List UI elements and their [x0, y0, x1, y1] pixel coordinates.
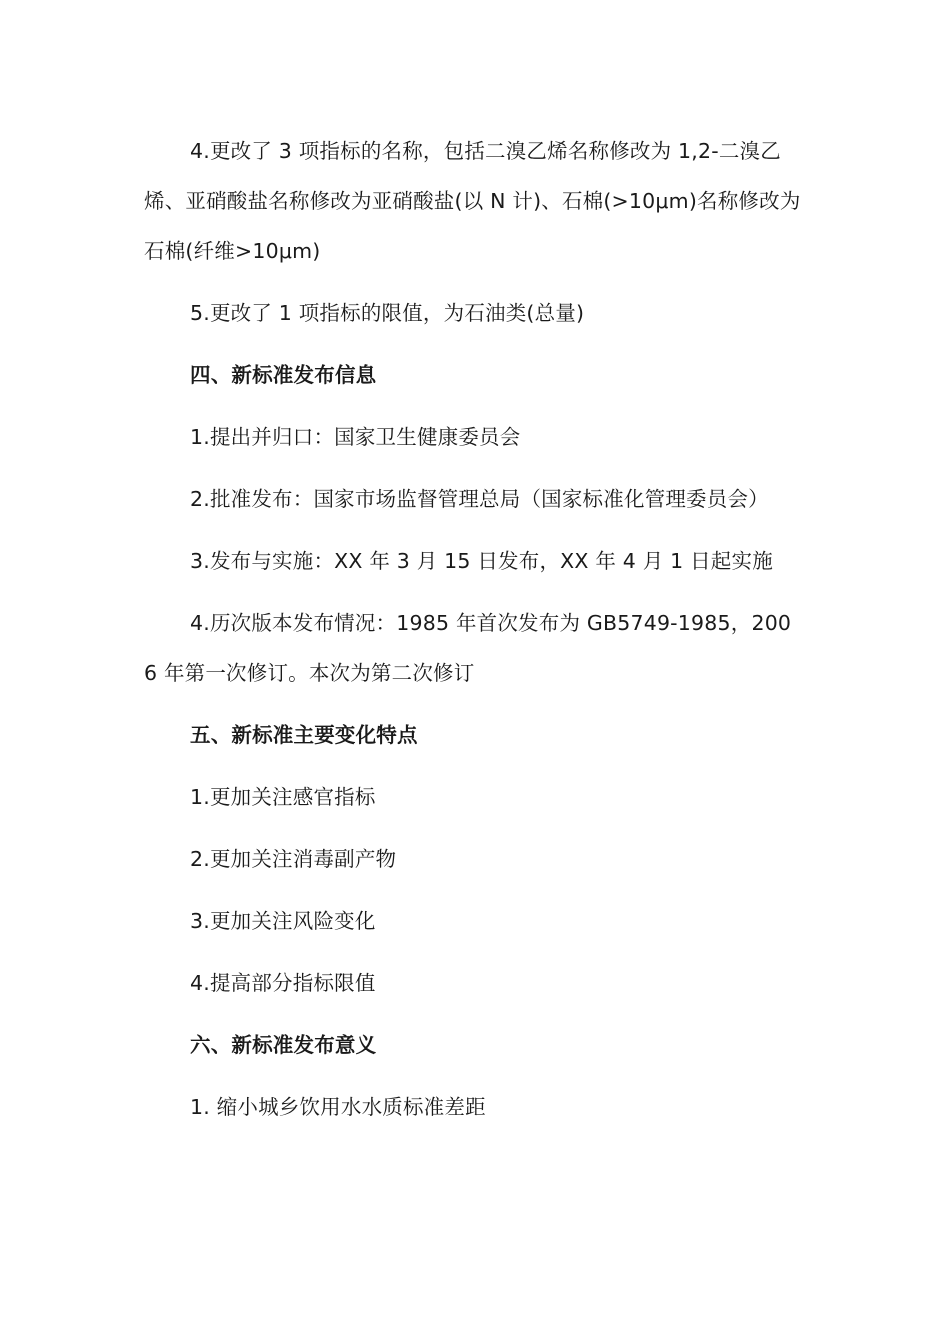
paragraph-version-history: 4.历次版本发布情况：1985 年首次发布为 GB5749-1985，2006 年第一次修订。本次为第二次修订	[144, 611, 792, 685]
paragraph-release-dates: 3.发布与实施：XX 年 3 月 15 日发布，XX 年 4 月 1 日起实施	[190, 549, 773, 573]
paragraph-change-limit: 5.更改了 1 项指标的限值，为石油类(总量)	[190, 301, 585, 325]
document-body	[144, 126, 804, 1144]
paragraph-approver: 2.批准发布：国家市场监督管理总局（国家标准化管理委员会）	[190, 487, 769, 511]
section-heading-main-changes: 五、新标准主要变化特点	[190, 723, 418, 747]
list-item-disinfection: 2.更加关注消毒副产物	[190, 847, 397, 871]
section-heading-significance: 六、新标准发布意义	[190, 1033, 377, 1057]
list-item-sensory: 1.更加关注感官指标	[190, 785, 376, 809]
paragraph-rename-indicators: 4.更改了 3 项指标的名称，包括二溴乙烯名称修改为 1,2-二溴乙烯、亚硝酸盐名称修改为亚硝酸盐(以 N 计)、石棉(>10μm)名称修改为石棉(纤维>10μm)	[144, 139, 801, 263]
list-item-risk: 3.更加关注风险变化	[190, 909, 376, 933]
list-item-urban-rural-gap: 1. 缩小城乡饮用水水质标准差距	[190, 1095, 486, 1119]
section-heading-release-info: 四、新标准发布信息	[190, 363, 377, 387]
list-item-limits: 4.提高部分指标限值	[190, 971, 376, 995]
paragraph-proposer: 1.提出并归口：国家卫生健康委员会	[190, 425, 521, 449]
